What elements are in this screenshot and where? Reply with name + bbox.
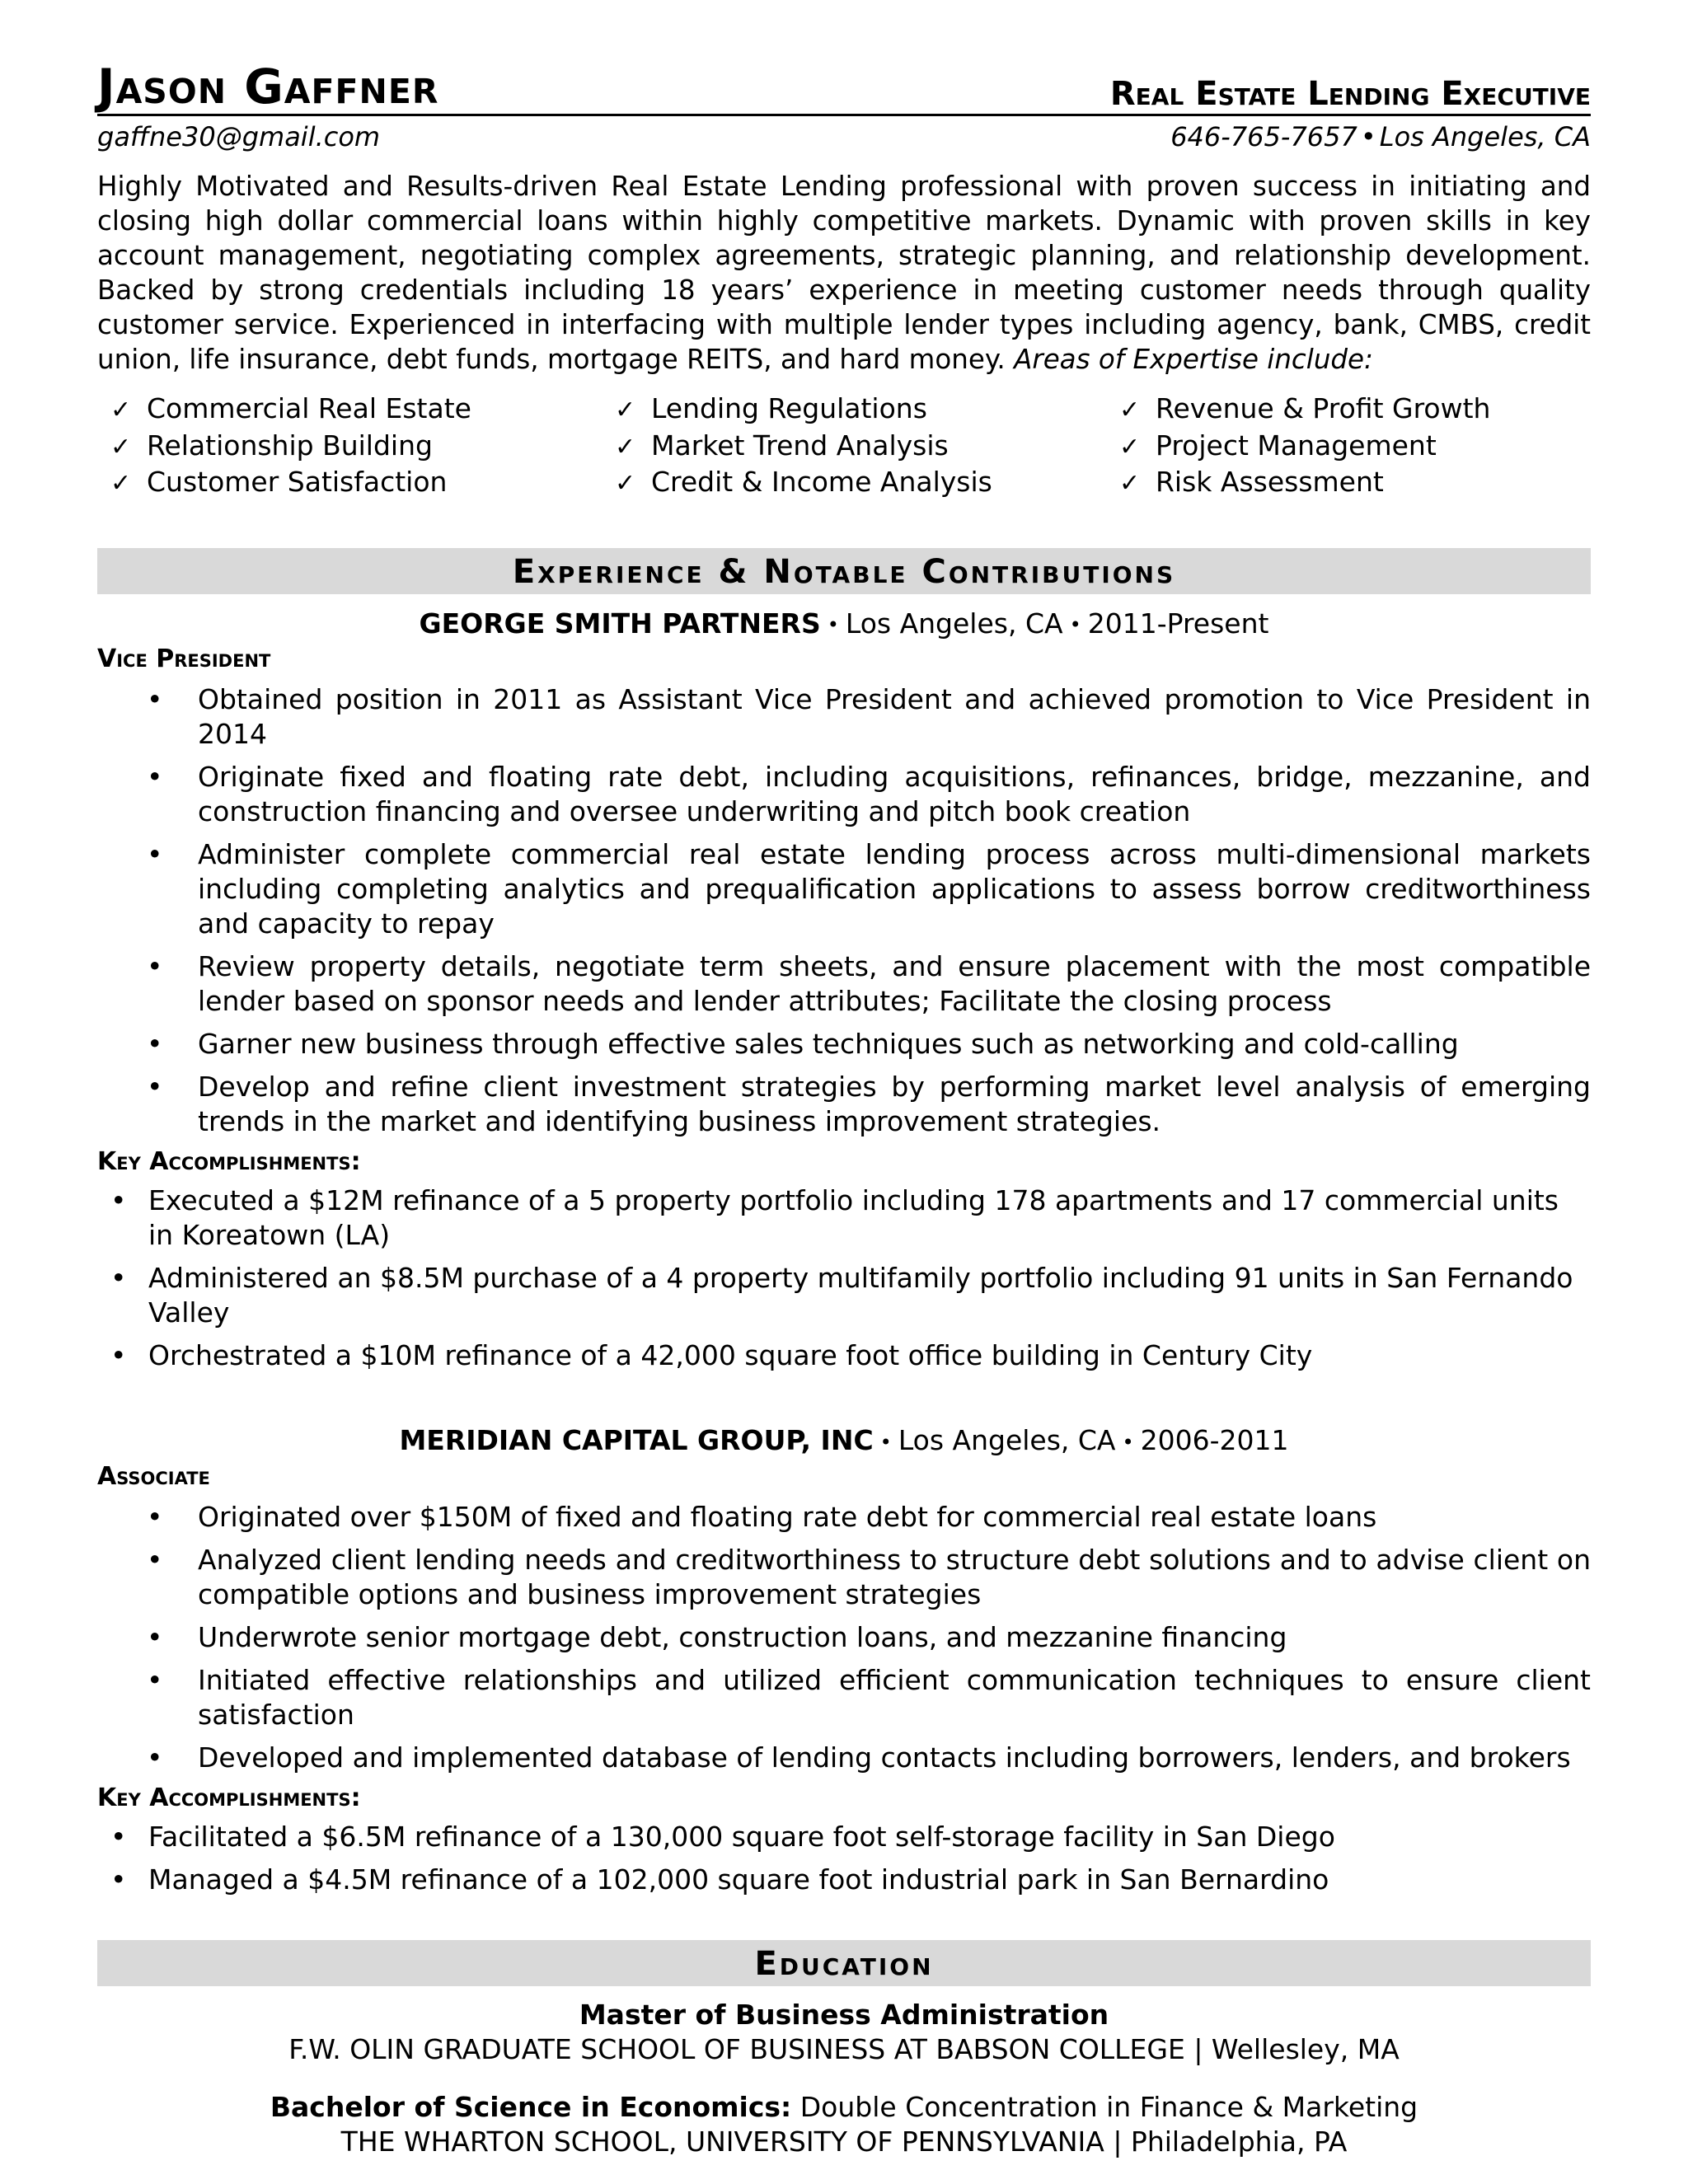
bullet-icon: •	[110, 1262, 127, 1294]
professional-summary	[97, 169, 1591, 377]
check-icon: ✓	[615, 396, 636, 424]
expertise-item	[602, 465, 1106, 502]
duty-item	[97, 1620, 1591, 1655]
education-entry	[97, 1998, 1591, 2067]
key-accomplishments	[97, 1183, 1591, 1373]
accomplishment-text: Managed a $4.5M refinance of a 102,000 square foot industrial park in San Bernardino	[148, 1863, 1329, 1896]
accomplishment-item	[97, 1261, 1591, 1330]
key-accomplishments	[97, 1820, 1591, 1897]
expertise-item	[602, 429, 1106, 466]
duty-text: Originate fixed and floating rate debt, including acquisitions, refinances, bridge, mezzanine, and construction financing and oversee underwriting and pitch book creation	[198, 761, 1591, 827]
bullet-separator: •	[827, 613, 839, 636]
company-name: GEORGE SMITH PARTNERS	[419, 607, 821, 640]
expertise-item	[97, 465, 602, 502]
job-dates: 2006-2011	[1140, 1424, 1289, 1456]
duty-item	[97, 1543, 1591, 1612]
duty-text: Review property details, negotiate term sheets, and ensure placement with the most compatible lender based on sponsor needs and lender attributes; Facilitate the closing process	[198, 950, 1591, 1017]
expertise-label: Credit & Income Analysis	[651, 466, 992, 498]
bullet-icon: •	[110, 1820, 127, 1853]
duty-item	[97, 1741, 1591, 1775]
phone-location	[1170, 121, 1591, 152]
duty-item	[97, 1027, 1591, 1062]
duty-item	[97, 760, 1591, 829]
school-name: THE WHARTON SCHOOL, UNIVERSITY OF PENNSYLVANIA | Philadelphia, PA	[340, 2125, 1348, 2158]
expertise-label: Project Management	[1156, 429, 1437, 462]
expertise-item	[97, 391, 602, 429]
candidate-headline: Real Estate Lending Executive	[1109, 75, 1591, 113]
expertise-lead: Areas of Expertise include:	[1014, 344, 1374, 375]
expertise-label: Relationship Building	[147, 429, 433, 462]
check-icon: ✓	[1119, 432, 1141, 462]
candidate-name: Jason Gaffner	[97, 59, 439, 115]
school-name: F.W. OLIN GRADUATE SCHOOL OF BUSINESS AT BABSON COLLEGE | Wellesley, MA	[288, 2032, 1400, 2065]
location: Los Angeles, CA	[1379, 121, 1591, 152]
job-title: Vice President	[97, 644, 271, 673]
accomplishment-item	[97, 1863, 1591, 1897]
check-icon: ✓	[110, 396, 132, 424]
phone-number: 646-765-7657	[1170, 121, 1357, 152]
check-icon: ✓	[615, 469, 636, 498]
duty-text: Administer complete commercial real estate lending process across multi-dimensional markets including completing analytics and prequalification applications to assess borrow creditworthiness and capacity to repay	[198, 838, 1591, 940]
duty-text: Initiated effective relationships and utilized efficient communication techniques to ensure client satisfaction	[198, 1663, 1591, 1731]
bullet-separator: •	[1122, 1430, 1134, 1454]
company-location: Los Angeles, CA	[845, 607, 1063, 640]
expertise-item	[1106, 465, 1591, 502]
company-line	[97, 606, 1591, 644]
bullet-icon: •	[110, 1863, 127, 1896]
bullet-icon: •	[147, 1071, 163, 1103]
expertise-label: Risk Assessment	[1156, 466, 1384, 498]
resume-header	[97, 59, 1591, 116]
degree-name: Bachelor of Science in Economics:	[270, 2090, 792, 2123]
bullet-icon: •	[147, 1741, 163, 1774]
expertise-label: Customer Satisfaction	[147, 466, 448, 498]
bullet-icon: •	[147, 838, 163, 870]
bullet-icon: •	[110, 1184, 127, 1216]
accomplishment-text: Facilitated a $6.5M refinance of a 130,000 square foot self-storage facility in San Diego	[148, 1820, 1335, 1853]
expertise-item	[602, 391, 1106, 429]
job-title: Associate	[97, 1461, 210, 1491]
expertise-item	[1106, 429, 1591, 466]
check-icon: ✓	[1119, 469, 1141, 498]
duty-text: Analyzed client lending needs and creditworthiness to structure debt solutions and to advise client on compatible options and business improvement strategies	[198, 1543, 1591, 1610]
company-name: MERIDIAN CAPITAL GROUP, INC	[399, 1424, 874, 1456]
bullet-icon: •	[147, 950, 163, 982]
accomplishment-item	[97, 1183, 1591, 1253]
check-icon: ✓	[615, 432, 636, 462]
duty-item	[97, 837, 1591, 941]
accomplishment-text: Orchestrated a $10M refinance of a 42,000 square foot office building in Century City	[148, 1339, 1313, 1371]
contact-bullet: •	[1360, 121, 1376, 152]
duty-item	[97, 682, 1591, 752]
expertise-column-2	[602, 391, 1106, 502]
expertise-list	[97, 391, 1591, 502]
experience-section-heading: Experience & Notable Contributions	[97, 548, 1591, 594]
duty-text: Garner new business through effective sales techniques such as networking and cold-calling	[198, 1028, 1459, 1060]
check-icon: ✓	[1119, 396, 1141, 424]
bullet-icon: •	[147, 1500, 163, 1533]
duty-item	[97, 1663, 1591, 1732]
education-list	[97, 1998, 1591, 2159]
accomplishment-text: Administered an $8.5M purchase of a 4 property multifamily portfolio including 91 units in San Fernando Valley	[148, 1262, 1573, 1329]
duty-item	[97, 949, 1591, 1019]
accomplishment-text: Executed a $12M refinance of a 5 property portfolio including 178 apartments and 17 commercial units in Koreatown (LA)	[148, 1184, 1559, 1251]
bullet-icon: •	[147, 761, 163, 793]
key-accomplishments-heading: Key Accomplishments:	[97, 1783, 361, 1812]
job-duties	[97, 682, 1591, 1139]
duty-text: Developed and implemented database of lending contacts including borrowers, lenders, and brokers	[198, 1741, 1571, 1774]
expertise-column-3	[1106, 391, 1591, 502]
resume-page	[97, 59, 1591, 2159]
expertise-label: Revenue & Profit Growth	[1156, 392, 1491, 424]
education-section-heading: Education	[97, 1940, 1591, 1986]
job-duties	[97, 1500, 1591, 1775]
expertise-column-1	[97, 391, 602, 502]
duty-text: Originated over $150M of fixed and floating rate debt for commercial real estate loans	[198, 1500, 1377, 1533]
bullet-icon: •	[147, 1543, 163, 1576]
summary-text: Highly Motivated and Results-driven Real Estate Lending professional with proven success in initiating and closing high dollar commercial loans within highly competitive markets. Dynamic with proven skills in key account management, negotiating complex agreements, strategic planning, and relationship development. Backed by strong credentials including 18 years’ experience in meeting customer needs through quality customer service. Experienced in interfacing with multiple lender types including agency, bank, CMBS, credit union, life insurance, debt funds, mortgage REITS, and hard money.	[97, 171, 1591, 375]
contact-line	[97, 121, 1591, 152]
accomplishment-item	[97, 1820, 1591, 1854]
duty-text: Underwrote senior mortgage debt, construction loans, and mezzanine financing	[198, 1620, 1287, 1653]
duty-item	[97, 1500, 1591, 1535]
key-accomplishments-heading: Key Accomplishments:	[97, 1147, 361, 1176]
bullet-icon: •	[147, 1620, 163, 1653]
expertise-label: Commercial Real Estate	[147, 392, 471, 424]
education-entry	[97, 2090, 1591, 2159]
bullet-icon: •	[147, 1663, 163, 1696]
degree-detail: Double Concentration in Finance & Marketing	[799, 2090, 1418, 2123]
bullet-icon: •	[147, 683, 163, 715]
check-icon: ✓	[110, 469, 132, 498]
company-line	[97, 1422, 1591, 1460]
bullet-icon: •	[110, 1339, 127, 1371]
company-location: Los Angeles, CA	[898, 1424, 1116, 1456]
duty-text: Obtained position in 2011 as Assistant Vice President and achieved promotion to Vice President in 2014	[198, 683, 1591, 750]
degree-name: Master of Business Administration	[579, 1998, 1109, 2031]
bullet-icon: •	[147, 1028, 163, 1060]
bullet-separator: •	[1069, 613, 1081, 636]
accomplishment-item	[97, 1338, 1591, 1373]
expertise-item	[97, 429, 602, 466]
expertise-label: Lending Regulations	[651, 392, 927, 424]
job-dates: 2011-Present	[1087, 607, 1269, 640]
email-address[interactable]: gaffne30@gmail.com	[97, 121, 381, 152]
duty-text: Develop and refine client investment strategies by performing market level analysis of emerging trends in the market and identifying business improvement strategies.	[198, 1071, 1591, 1137]
duty-item	[97, 1070, 1591, 1139]
expertise-label: Market Trend Analysis	[651, 429, 949, 462]
check-icon: ✓	[110, 432, 132, 462]
expertise-item	[1106, 391, 1591, 429]
bullet-separator: •	[879, 1430, 892, 1454]
